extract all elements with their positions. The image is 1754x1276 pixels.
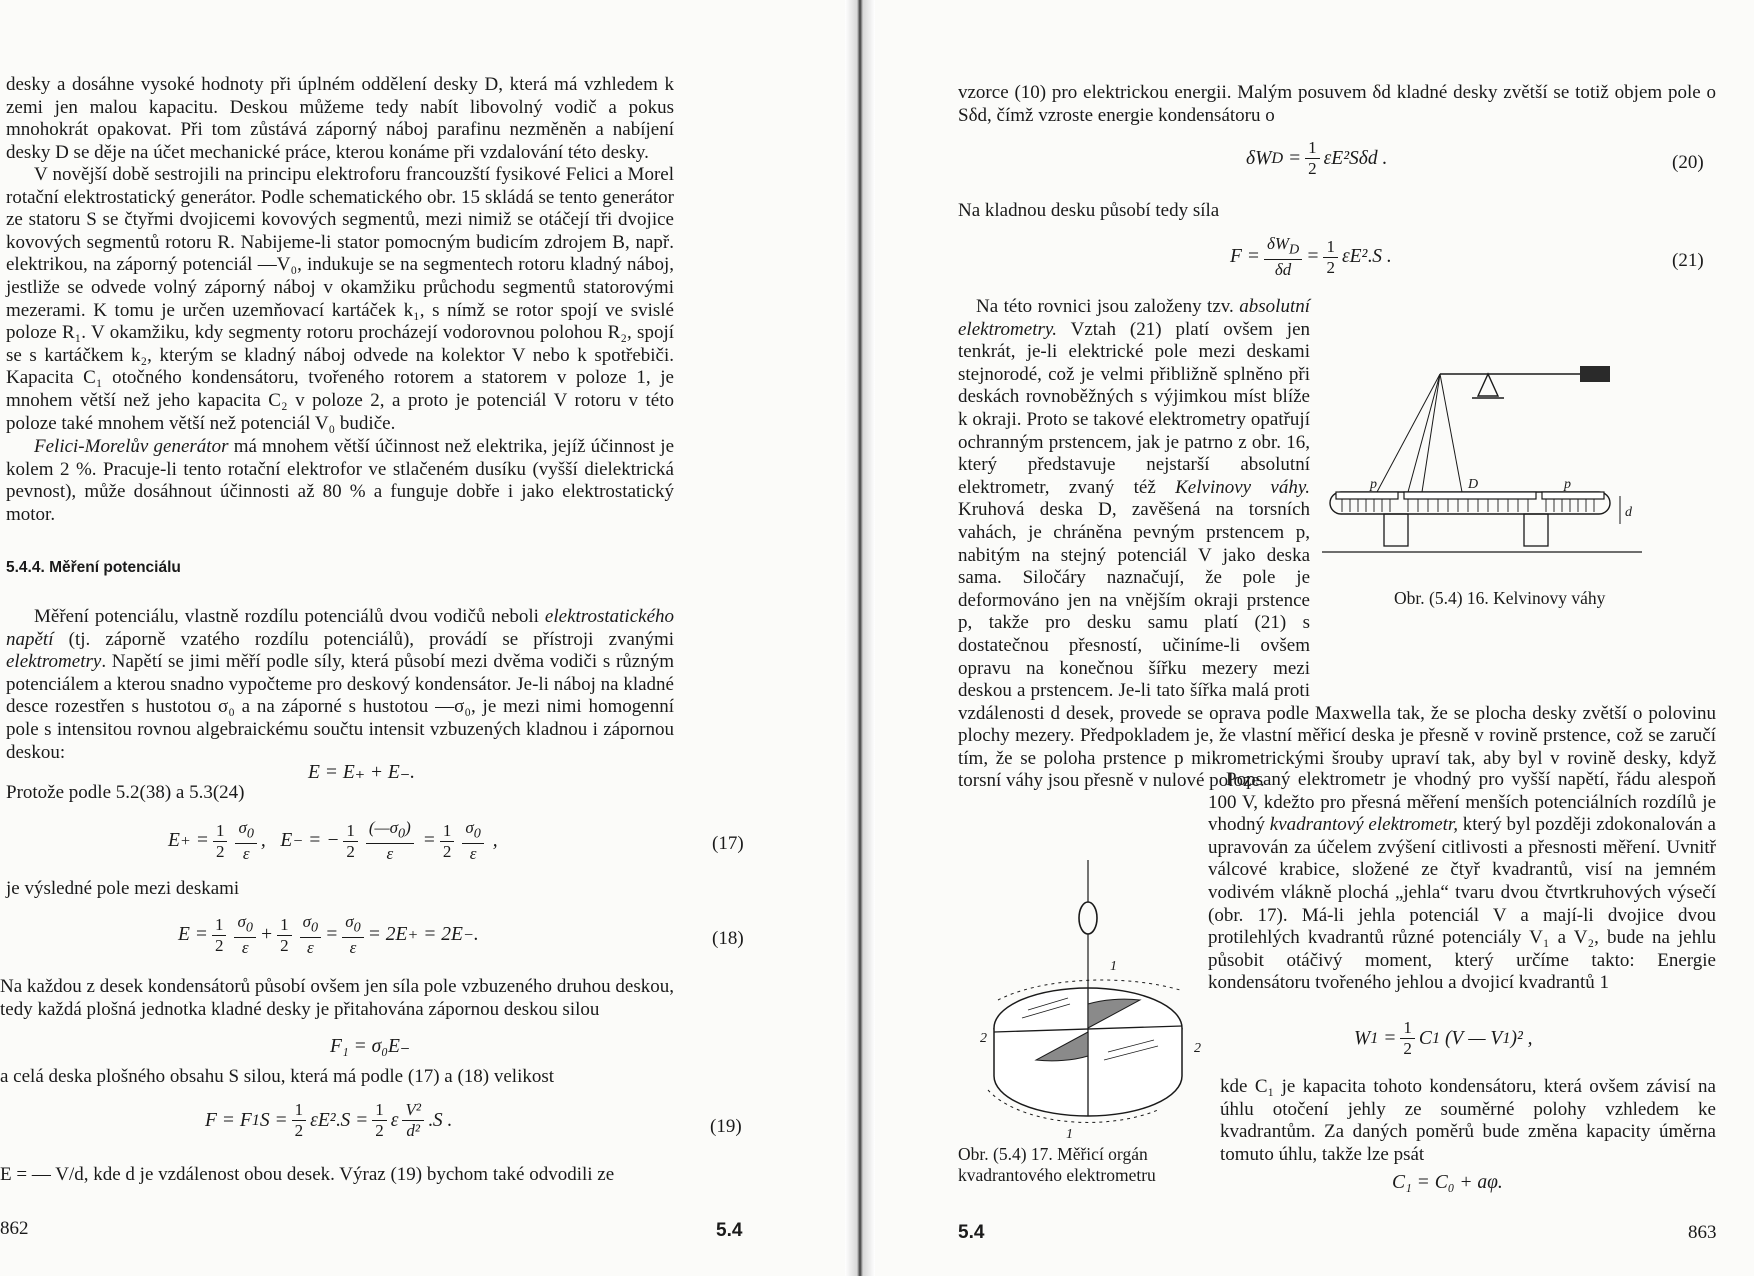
left-paragraph-2 xyxy=(6,164,674,435)
page-number-right: 863 xyxy=(1688,1222,1717,1243)
left-paragraph-9: E = — V/d, kde d je vzdálenost obou desek. Výraz (19) bychom také odvodili ze xyxy=(0,1164,615,1185)
right-paragraph-5: kde C₁ je kapacita tohoto kondensátoru, která ovšem závisí na úhlu otočení jehly ze souměrné polohy vzhledem ke kvadrantům. Za daných poměrů bude změna kapacity úměrna tomuto úhlu, takže lze psát xyxy=(1220,1076,1716,1165)
equation-number-19: (19) xyxy=(710,1116,742,1137)
label-D: D xyxy=(1468,477,1479,492)
text: Popsaný elektrometr je vhodný pro vyšší napětí, řádu alespoň 100 V, kdežto pro přesná měření menších potenciálních rozdílů je vhodný xyxy=(1208,769,1716,836)
left-page xyxy=(0,0,860,1276)
italic-term: elektrometry xyxy=(6,651,102,673)
left-paragraph-1 xyxy=(6,74,674,164)
guard-ring-right xyxy=(1542,492,1604,499)
italic-term: absolutní elektrometry. xyxy=(958,296,1310,340)
equation-c1: C₁ = C₀ + aφ. xyxy=(1392,1172,1503,1193)
equation-number-21: (21) xyxy=(1672,250,1704,271)
equation-w1: W 1 = $\frac{1}{2}$ C 1 (V — V 1 )² , xyxy=(1354,1018,1533,1058)
text: V novější době sestrojili na principu elektroforu francouzští fysikové Felici a Morel rotační elektrostatický generátor. Podle schematického obr. 15 skládá se tento generátor ze statoru S se čtyřmi dvojicemi kovových segmentů, mezi nimiž se otáčejí tři dvojice kovových segmentů rotoru R. Nabijeme-li stator pomocným budicím zdrojem B, např. elektrikou, na záporný potenciál —V₀, indukuje se na segmentech rotoru kladný náboj, jestliže se odvede volný záporný náboj v okamžiku průchodu segmentů statorovými mezerami. K tomu je určen uzemňovací kartáček k₁, s nímž se rotor spojí ve svislé poloze R₁. V okamžiku, kdy segmenty rotoru procházejí vodorovnou polohou R₂, spojí se s kartáčkem k₂, kterým se kladný náboj odvede na kolektor V nebo k spotřebiči. Kapacita C₁ otočného kondensátoru, tvořeného rotorem a statorem v poloze 1, je mnohem větší než jeho kapacita C₂ v poloze 2, a proto je potenciál V rotoru v této poloze také mnohem větší než potenciál V₀ budiče. xyxy=(6,164,674,434)
section-footer-right: 5.4 xyxy=(958,1222,985,1243)
label-2-right: 2 xyxy=(1194,1041,1201,1056)
equation-number-17: (17) xyxy=(712,833,744,854)
text: Měření potenciálu, vlastně rozdílu potenciálů dvou vodičů neboli xyxy=(34,606,545,627)
equation-20: δW D = $\frac{1}{2}$ εE²Sδd . xyxy=(1246,138,1388,178)
section-heading: 5.4.4. Měření potenciálu xyxy=(6,559,181,576)
label-p-right: p xyxy=(1564,477,1571,492)
counterweight xyxy=(1580,366,1610,382)
italic-term: Felici-Morelův generátor xyxy=(34,436,229,457)
label-1-top: 1 xyxy=(1110,959,1117,974)
right-page xyxy=(880,0,1754,1276)
left-paragraph-5: Protože podle 5.2(38) a 5.3(24) xyxy=(6,782,245,803)
label-1-bottom: 1 xyxy=(1066,1127,1073,1142)
page-number-left: 862 xyxy=(0,1218,29,1239)
left-paragraph-6: je výsledné pole mezi deskami xyxy=(6,878,240,899)
figure-17-caption-line2: kvadrantového elektrometru xyxy=(958,1165,1156,1185)
left-paragraph-3 xyxy=(6,436,674,526)
section-footer-left: 5.4 xyxy=(716,1220,743,1241)
figure-16-caption: Obr. (5.4) 16. Kelvinovy váhy xyxy=(1394,588,1606,608)
equation-number-20: (20) xyxy=(1672,152,1704,173)
text: má mnohem větší účinnost než elektrika, jejíž účinnost je kolem 2 %. Pracuje-li tento rotační elektrofor ve stlačeném dusíku (vyšší dielektrická pevnost), může dosáhnout účinnosti až 80 % a funguje dobře i jako elektrostatický motor. xyxy=(6,436,675,525)
equation-18: E = $\frac{1}{2}$ $\frac{\sigma_0}{\varepsilon}$ + $\frac{1}{2}$ $\frac{\sigma_0}{\varepsilon}$ = $\frac{\sigma_0}{\varepsilon}$ = 2E + = 2E − . xyxy=(178,912,479,958)
italic-term: elektrostatického napětí xyxy=(6,606,674,650)
mirror xyxy=(1079,902,1097,934)
label-2-left: 2 xyxy=(980,1031,987,1046)
figure-16-kelvin-balance xyxy=(1322,356,1642,576)
text: desky a dosáhne vysoké hodnoty při úplném oddělení desky D, která má vzhledem k zemi jen malou kapacitu. Deskou můžeme tedy nabít libovolný vodič a pokus mnohokrát opakovat. Při tom zůstává záporný náboj parafinu nezměněn a nabíjení desky D se děje na účet mechanické práce, kterou konáme při vzdalování této desky. xyxy=(6,74,674,163)
text: Na této rovnici jsou založeny tzv. xyxy=(976,296,1240,317)
figure-17-quadrant-electrometer xyxy=(958,860,1210,1142)
italic-term: Kelvinovy váhy. xyxy=(1175,476,1311,498)
right-paragraph-1: vzorce (10) pro elektrickou energii. Malým posuvem δd kladné desky zvětší se totiž objem pole o Sδd, čímž vzroste energie kondensátoru o xyxy=(958,82,1716,126)
label-d: d xyxy=(1625,505,1632,520)
equation-21: F = $\frac{\delta W_D}{\delta d}$ = $\frac{1}{2}$ εE² . S . xyxy=(1230,234,1392,280)
equation-number-18: (18) xyxy=(712,928,744,949)
equation-f1: F₁ = σ₀E₋ xyxy=(330,1036,411,1057)
suspension-wire xyxy=(1440,374,1462,492)
fulcrum xyxy=(1478,374,1498,396)
left-paragraph-8: a celá deska plošného obsahu S silou, která má podle (17) a (18) velikost xyxy=(0,1066,555,1087)
equation-e-sum: E = E₊ + E₋. xyxy=(308,762,416,783)
left-paragraph-4 xyxy=(6,606,674,764)
text: Vztah (21) platí ovšem jen tenkrát, je-li elektrické pole mezi deskami stejnorodé, což je velmi přibližně splněno při deskách rovnoběžných s výjimkou míst blíže k okraji. Proto se takové elektrometry opatřují ochranným prstencem, jak je patrno z obr. 16, který představuje nejstarší absolutní elektrometr, zvaný též xyxy=(958,318,1310,498)
equation-19: F = F 1 S = $\frac{1}{2}$ εE² . S = $\frac{1}{2}$ ε $\frac{\text{V²}}{\text{d²}}$ . S . xyxy=(205,1100,453,1140)
equation-17: E + = $\frac{1}{2}$ $\frac{\sigma_0}{\varepsilon}$ , E − = − $\frac{1}{2}$ $\frac{(—\sigma_0)}{\varepsilon}$ = $\frac{1}{2}$ $\frac{\sigma_0}{\varepsilon}$ , xyxy=(168,818,498,864)
plate-D xyxy=(1404,492,1536,499)
text: (tj. záporně vzatého rozdílu potenciálů), provádí se přístroji zvanými xyxy=(53,628,674,650)
guard-ring-left xyxy=(1336,492,1398,499)
label-p-left: p xyxy=(1370,477,1377,492)
suspension-wire xyxy=(1408,374,1440,492)
text: Kruhová deska D, zavěšená na torsních vahách, je chráněna pevným prstencem p, nabitým na stejný potenciál V jako deska sama. Siločáry naznačují, že pole je deformováno jen na vnějším okraji prstence p, takže pro desku samu platí (21) s dostatečnou přesností, učiníme-li ovšem opravu na konečnou šířku mezery mezi deskou a prstencem. Je-li tato šířka malá proti vzdálenosti d desek, provede se oprava podle Maxwella tak, že se plocha desky zvětší o polovinu plochy mezery. Předpokladem je, že vlastní měřicí deska je přesně v rovině prstence, což se zaručí tím, že se poloha prstence p mikrometrickými šrouby upraví tak, aby byl v rovině desky, když torsní váhy jsou přesně v nulové poloze. xyxy=(958,499,1716,792)
figure-17-caption-line1: Obr. (5.4) 17. Měřicí orgán xyxy=(958,1144,1148,1164)
left-paragraph-7: Na každou z desek kondensátorů působí ovšem jen síla pole vzbuzeného druhou deskou, tedy každá plošná jednotka kladné desky je přitahována zápornou deskou silou xyxy=(0,976,674,1020)
lower-support xyxy=(1384,514,1408,546)
text: který byl později zdokonalován a upravován za účelem zvýšení citlivosti a přesnosti měření. Uvnitř válcové krabice, složené ze čtyř kvadrantů, visí na jemném vodivém vlákně plochá „jehla“ tvaru dvou čtvrtkruhových výsečí (obr. 17). Má-li jehla potenciál V a mají-li dvojice dvou protilehlých kvadrantů různé potenciály V₁ a V₂, bude na jehlu působit otáčivý moment, který určíme takto: Energie kondensátoru tvořeného jehlou a dvojicí kvadrantů 1 xyxy=(1208,814,1716,994)
right-paragraph-2: Na kladnou desku působí tedy síla xyxy=(958,200,1220,221)
italic-term: kvadrantový elektrometr, xyxy=(1269,814,1458,836)
lower-support xyxy=(1524,514,1548,546)
text: . Napětí se jimi měří podle síly, která působí mezi dvěma vodiči s různým potenciálem a kterou snadno vypočteme pro deskový kondensátor. Je-li náboj na kladné desce rozestřen s hustotou σ₀ a na záporné s hustotou —σ₀, je mezi nimi homogenní pole s intensitou rovnou algebraickému součtu intensit vzbuzených kladnou i zápornou deskou: xyxy=(6,651,674,763)
